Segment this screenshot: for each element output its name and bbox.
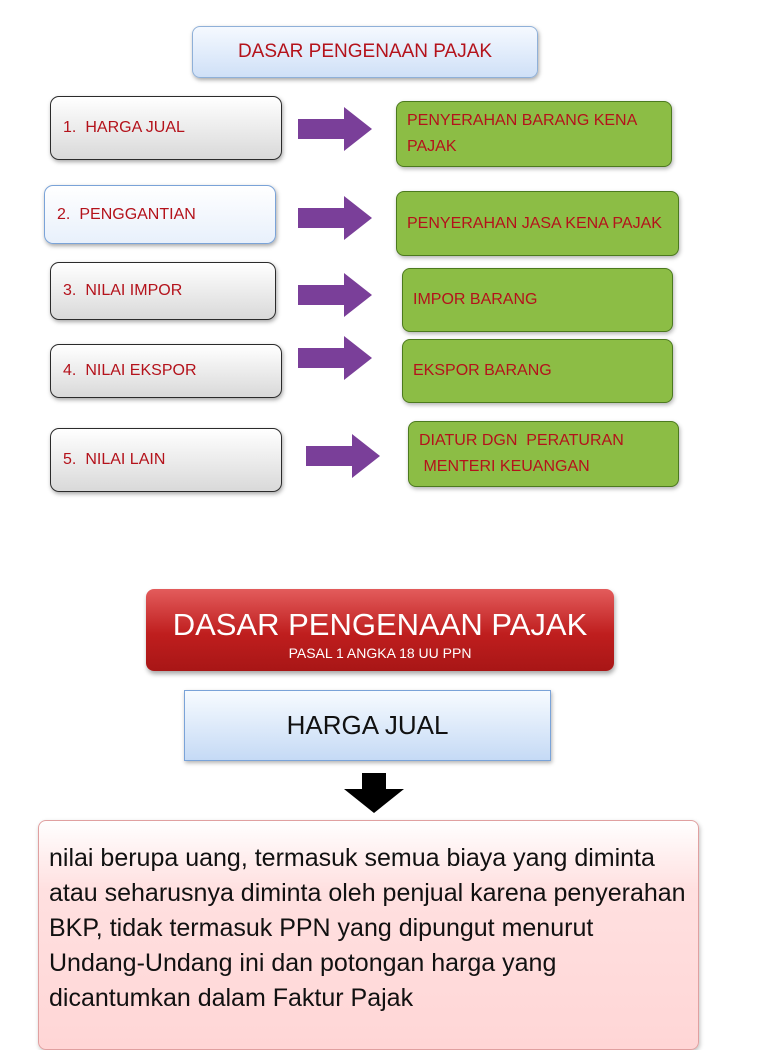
definition-text: nilai berupa uang, termasuk semua biaya yang diminta atau seharusnya diminta oleh penjual karena penyerahan BKP, tidak termasuk PPN yang dipungut menurut Undang-Undang ini dan potongan harga yang dicantumkan dalam Faktur Pajak	[49, 844, 686, 1012]
right-arrow-icon	[306, 434, 380, 478]
basis-number: 5.	[63, 451, 77, 468]
result-box-barang	[396, 101, 672, 167]
basis-label: HARGA JUAL	[85, 119, 185, 136]
diagram-title: DASAR PENGENAAN PAJAK	[192, 26, 538, 78]
result-box-ekspor	[402, 339, 673, 403]
result-box-jasa	[396, 191, 679, 256]
definition-box	[38, 820, 699, 1050]
result-box-impor	[402, 268, 673, 332]
right-arrow-icon	[298, 336, 372, 380]
term-label: HARGA JUAL	[286, 710, 449, 740]
basis-box-harga-jual	[50, 96, 282, 160]
banner-subtitle: PASAL 1 ANGKA 18 UU PPN	[288, 645, 472, 661]
result-label-line1: DIATUR DGN PERATURAN	[419, 432, 624, 449]
down-arrow-icon	[344, 773, 404, 813]
basis-box-nilai-ekspor	[50, 344, 282, 398]
right-arrow-icon	[298, 107, 372, 151]
basis-box-nilai-impor	[50, 262, 276, 320]
banner-title: DASAR PENGENAAN PAJAK	[172, 607, 588, 642]
right-arrow-icon	[298, 196, 372, 240]
result-label: PENYERAHAN JASA KENA PAJAK	[407, 214, 662, 232]
basis-number: 2.	[57, 205, 71, 223]
basis-label: NILAI EKSPOR	[85, 362, 197, 379]
result-box-peraturan	[408, 421, 679, 487]
basis-box-nilai-lain	[50, 428, 282, 492]
result-label: PENYERAHAN BARANG KENA PAJAK	[407, 112, 637, 155]
basis-label: NILAI IMPOR	[85, 282, 183, 299]
basis-label: NILAI LAIN	[85, 451, 166, 468]
right-arrow-icon	[298, 273, 372, 317]
basis-number: 4.	[63, 362, 77, 379]
basis-box-penggantian	[44, 185, 276, 244]
basis-label: PENGGANTIAN	[79, 205, 196, 223]
result-label: EKSPOR BARANG	[413, 362, 552, 379]
term-box	[184, 690, 551, 761]
basis-number: 3.	[63, 282, 77, 299]
basis-number: 1.	[63, 119, 77, 136]
section-banner	[146, 589, 614, 671]
result-label: IMPOR BARANG	[413, 291, 538, 308]
result-label-line2: MENTERI KEUANGAN	[419, 458, 590, 475]
